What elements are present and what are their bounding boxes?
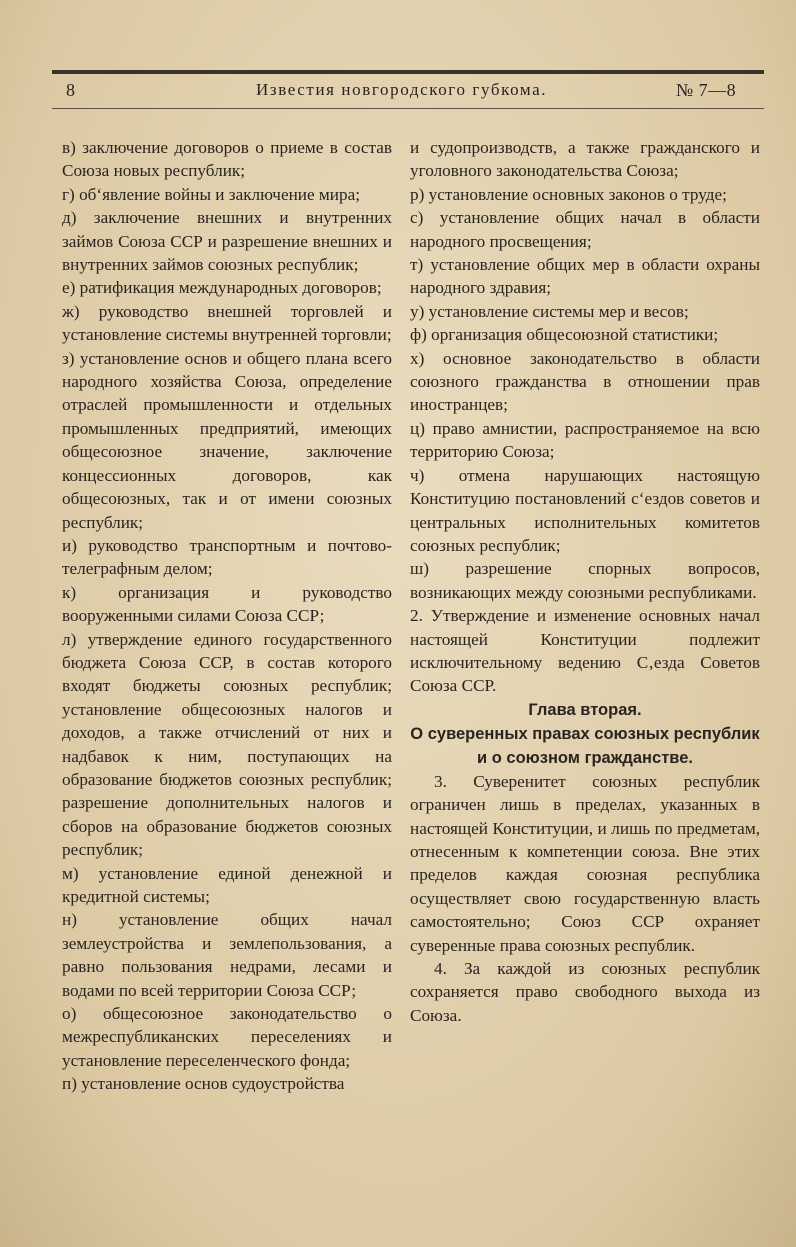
list-item: п) установление основ судоустройства xyxy=(62,1074,345,1094)
list-item: у) установление системы мер и весов; xyxy=(410,301,689,321)
chapter-subheading: О суверенных правах союзных республик и о союзном гражданстве. xyxy=(410,724,760,767)
list-item: н) установление общих начал землеустройства и землепользования, а равно пользования недрами, лесами и водами по всей территории Союза ССР; xyxy=(62,910,392,1000)
list-item: ц) право амнистии, распространяемое на всю территорию Союза; xyxy=(410,418,760,462)
journal-title: Известия новгородского губкома. xyxy=(256,80,548,99)
left-column xyxy=(62,136,392,1096)
list-item: з) установление основ и общего плана всего народного хозяйства Союза, определение отраслей промышленности и отдельных промышленных предприятий, имеющих общесоюзное значение, заключение концессионных договоров, как общесоюзных, так и от имени союзных республик; xyxy=(62,348,392,532)
article-paragraph: 3. Суверенитет союзных республик ограничен лишь в пределах, указанных в настоящей Конституции, и лишь по предметам, отнесенным к компетенции союза. Вне этих пределов каждая союзная республика осуществляет свою государственную власть самостоятельно; Союз ССР охраняет суверенные права союзных республик. xyxy=(410,771,760,955)
article-paragraph: 4. За каждой из союзных республик сохраняется право свободного выхода из Союза. xyxy=(410,959,760,1025)
header-rule-top xyxy=(52,70,764,74)
list-item: с) установление общих начал в области народного просвещения; xyxy=(410,208,760,251)
list-item: х) основное законодательство в области союзного гражданства в отношении прав иностранцев; xyxy=(410,348,760,415)
article-paragraph: 2. Утверждение и изменение основных начал настоящей Конституции подлежит исключительному ведению С‚езда Советов Союза ССР. xyxy=(410,606,760,696)
list-item: м) установление единой денежной и кредитной системы; xyxy=(62,863,392,906)
chapter-heading: Глава вторая. xyxy=(528,700,642,719)
list-item: л) утверждение единого государственного бюджета Союза ССР, в состав которого входят бюджеты союзных республик; установление общесоюзных налогов и доходов, а также отчислений от них и надбавок к ним, поступающих на образование бюджетов союзных республик; разрешение дополнительных налогов и сборов на образование бюджетов союзных республик; xyxy=(62,629,392,860)
list-item: и) руководство транспортным и почтово-телеграфным делом; xyxy=(62,535,392,579)
right-column xyxy=(410,136,760,1027)
issue-number: № 7—8 xyxy=(676,80,737,100)
list-item: к) организация и руководство вооруженными силами Союза ССР; xyxy=(62,582,392,626)
list-item: д) заключение внешних и внутренних займов Союза ССР и разрешение внешних и внутренних займов союзных республик; xyxy=(62,208,392,275)
list-item: ф) организация общесоюзной статистики; xyxy=(410,325,719,345)
list-item: р) установление основных законов о труде; xyxy=(410,184,727,204)
page-number: 8 xyxy=(66,80,76,100)
list-item: г) об‘явление войны и заключение мира; xyxy=(62,184,360,204)
list-item: ч) отмена нарушающих настоящую Конституцию постановлений с‘ездов советов и центральных исполнительных комитетов союзных республик; xyxy=(410,465,760,555)
list-item: е) ратификация международных договоров; xyxy=(62,278,382,298)
list-item: т) установление общих мер в области охраны народного здравия; xyxy=(410,255,760,298)
list-item: ж) руководство внешней торговлей и установление системы внутренней торговли; xyxy=(62,301,392,345)
list-item: ш) разрешение спорных вопросов, возникающих между союзными республиками. xyxy=(410,559,760,602)
list-item: о) общесоюзное законодательство о межреспубликанских переселениях и установление переселенческого фонда; xyxy=(62,1004,392,1070)
header-rule-bottom xyxy=(52,108,764,109)
list-item: в) заключение договоров о приеме в состав Союза новых республик; xyxy=(62,138,392,181)
list-item: и судопроизводств, а также гражданского и уголовного законодательства Союза; xyxy=(410,138,760,181)
